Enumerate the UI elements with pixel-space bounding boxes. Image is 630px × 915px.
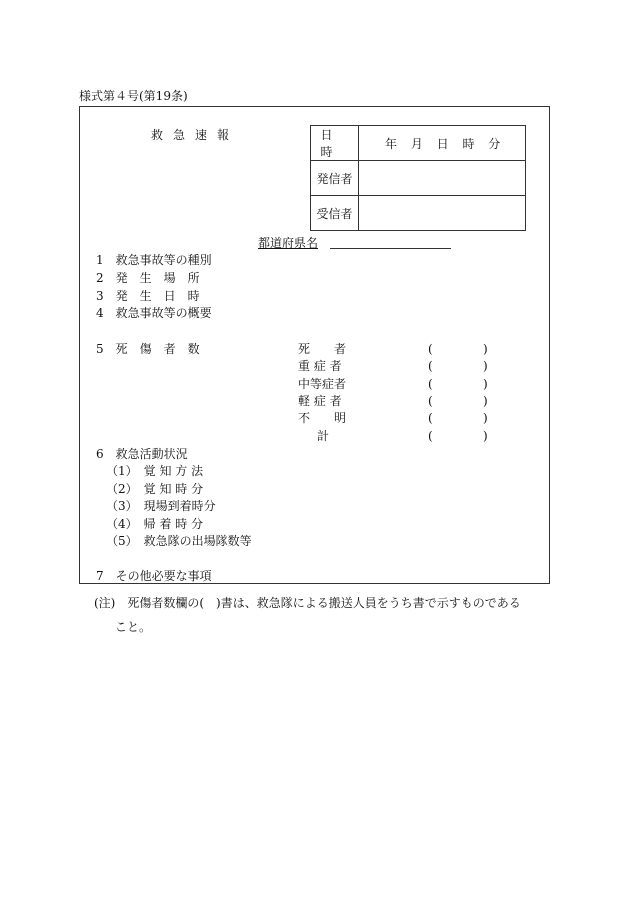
casualty-count-moderate [428, 377, 488, 391]
paren-close: ) [483, 359, 488, 373]
item-datetime: 3 発 生 日 時 [96, 289, 200, 303]
item-activity-status: 6 救急活動状況 [96, 447, 188, 461]
datetime-label: 日時 [311, 126, 359, 161]
casualty-count-severe [428, 359, 488, 373]
paren-open: ( [428, 411, 433, 425]
item-other-matters: 7 その他必要な事項 [96, 569, 212, 583]
item-accident-type: 1 救急事故等の種別 [96, 253, 212, 267]
paren-close: ) [483, 377, 488, 391]
casualty-label-mild: 軽 症 者 [298, 394, 342, 408]
form-number-label: 様式第４号(第19条) [79, 89, 188, 103]
sender-label: 発信者 [311, 161, 359, 196]
receiver-label: 受信者 [311, 196, 359, 231]
activity-arrival-time: （3） 現場到着時分 [106, 499, 216, 513]
receiver-row [311, 196, 526, 231]
paren-open: ( [428, 429, 433, 443]
casualty-count-mild [428, 394, 488, 408]
casualty-label-total: 計 [317, 429, 330, 443]
prefecture-underline [330, 248, 451, 249]
sender-value [359, 161, 526, 196]
paren-close: ) [483, 342, 488, 356]
datetime-row [311, 126, 526, 161]
paren-open: ( [428, 394, 433, 408]
paren-close: ) [483, 429, 488, 443]
activity-detection-method: （1） 覚 知 方 法 [106, 464, 204, 478]
datetime-value: 年 月 日 時 分 [359, 126, 526, 161]
paren-open: ( [428, 342, 433, 356]
activity-unit-count: （5） 救急隊の出場隊数等 [106, 534, 252, 548]
casualty-label-severe: 重 症 者 [298, 359, 342, 373]
paren-close: ) [483, 411, 488, 425]
paren-open: ( [428, 377, 433, 391]
sender-row [311, 161, 526, 196]
casualty-label-moderate: 中等症者 [298, 377, 347, 391]
activity-detection-time: （2） 覚 知 時 分 [106, 482, 204, 496]
note-text-continued: こと。 [115, 620, 152, 634]
casualty-count-total [428, 429, 488, 443]
info-table [310, 125, 526, 231]
note-text: (注) 死傷者数欄の( )書は、救急隊による搬送人員をうち書で示すものである [94, 596, 521, 610]
form-title: 救急速報 [151, 128, 240, 142]
paren-close: ) [483, 394, 488, 408]
receiver-value [359, 196, 526, 231]
casualty-label-unknown: 不 明 [298, 411, 347, 425]
casualty-count-dead [428, 342, 488, 356]
item-casualties: 5 死 傷 者 数 [96, 342, 200, 356]
paren-open: ( [428, 359, 433, 373]
activity-return-time: （4） 帰 着 時 分 [106, 517, 204, 531]
casualty-count-unknown [428, 411, 488, 425]
casualty-label-dead: 死 者 [298, 342, 347, 356]
item-overview: 4 救急事故等の概要 [96, 306, 212, 320]
item-location: 2 発 生 場 所 [96, 271, 200, 285]
prefecture-label: 都道府県名 [258, 236, 319, 250]
